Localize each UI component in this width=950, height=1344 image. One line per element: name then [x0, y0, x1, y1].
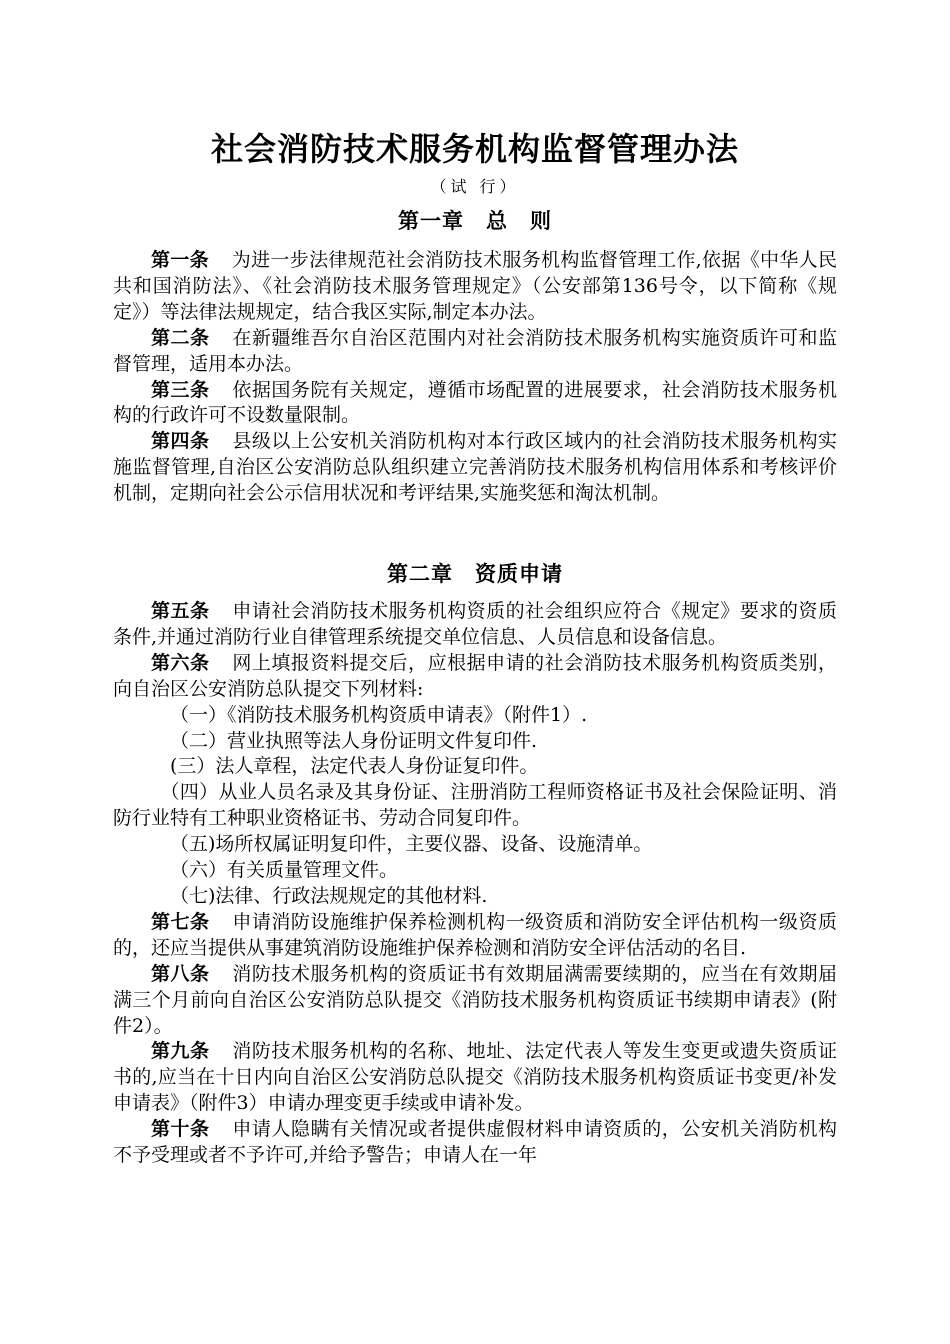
article-5 [113, 599, 837, 651]
article-text: 县级以上公安机关消防机构对本行政区域内的社会消防技术服务机构实施监督管理,自治区公安消防总队组织建立完善消防技术服务机构信用体系和考核评价机制，定期向社会公示信用状况和考评结果,实施奖惩和淘汰机制。 [113, 430, 837, 505]
article-9 [113, 1039, 837, 1117]
list-item: （二）营业执照等法人身份证明文件复印件. [170, 729, 538, 752]
article-label: 第四条 [151, 430, 210, 453]
chapter-2-body [113, 599, 837, 1169]
list-item: （一）《消防技术服务机构资质申请表》（附件1）. [170, 703, 588, 726]
list-item: （六）有关质量管理文件。 [170, 859, 399, 882]
article-text: 依据国务院有关规定，遵循市场配置的进展要求，社会消防技术服务机构的行政许可不设数量限制。 [113, 378, 837, 427]
article-text: 消防技术服务机构的资质证书有效期届满需要续期的，应当在有效期届满三个月前向自治区公安消防总队提交《消防技术服务机构资质证书续期申请表》(附件2）。 [113, 962, 837, 1037]
list-item: （四）从业人员名录及其身份证、注册消防工程师资格证书及社会保险证明、消防行业特有工种职业资格证书、劳动合同复印件。 [113, 781, 837, 830]
article-text: 申请消防设施维护保养检测机构一级资质和消防安全评估机构一级资质的，还应当提供从事建筑消防设施维护保养检测和消防安全评估活动的名目. [113, 910, 837, 959]
article-2 [113, 326, 837, 378]
article-3 [113, 378, 837, 430]
article-text: 在新疆维吾尔自治区范围内对社会消防技术服务机构实施资质许可和监督管理，适用本办法。 [113, 326, 837, 375]
document-title: 社会消防技术服务机构监督管理办法 [210, 130, 739, 168]
article-label: 第五条 [151, 600, 210, 622]
chapter-heading-2: 第二章 资质申请 [387, 562, 563, 586]
chapter-heading-1: 第一章 总 则 [398, 209, 552, 233]
article-label: 第八条 [151, 962, 210, 985]
article-8 [113, 962, 837, 1040]
article-label: 第一条 [151, 249, 209, 271]
list-item: （五)场所权属证明复印件，主要仪器、设备、设施清单。 [170, 833, 653, 856]
document-subtitle: （试 行） [430, 177, 520, 196]
article-text: 消防技术服务机构的名称、地址、法定代表人等发生变更或遗失资质证书的,应当在十日内向自治区公安消防总队提交《消防技术服务机构资质证书变更/补发申请表》（附件3）申请办理变更手续或申请补发。 [113, 1040, 837, 1115]
list-item: (三）法人章程，法定代表人身份证复印件。 [170, 755, 539, 778]
article-label: 第六条 [151, 651, 210, 674]
article-label: 第二条 [151, 326, 210, 349]
article-6 [113, 651, 837, 703]
list-item: （七)法律、行政法规规定的其他材料. [170, 884, 488, 907]
article-text: 申请人隐瞒有关情况或者提供虚假材料申请资质的，公安机关消防机构不予受理或者不予许可,并给予警告；申请人在一年 [113, 1118, 837, 1167]
article-label: 第九条 [151, 1040, 210, 1063]
article-label: 第七条 [151, 910, 210, 933]
article-text: 为进一步法律规范社会消防技术服务机构监督管理工作,依据《中华人民共和国消防法》、《社会消防技术服务管理规定》（公安部第136号令，以下简称《规定》）等法律法规规定，结合我区实际,制定本办法。 [113, 249, 837, 323]
chapter-1-body [113, 248, 837, 507]
article-4 [113, 429, 837, 507]
article-label: 第十条 [151, 1118, 210, 1141]
article-label: 第三条 [151, 378, 210, 401]
article-text: 网上填报资料提交后，应根据申请的社会消防技术服务机构资质类别，向自治区公安消防总队提交下列材料: [113, 651, 837, 700]
article-10 [113, 1117, 837, 1169]
article-1 [113, 248, 837, 326]
article-7 [113, 910, 837, 962]
article-text: 申请社会消防技术服务机构资质的社会组织应符合《规定》要求的资质条件,并通过消防行业自律管理系统提交单位信息、人员信息和设备信息。 [113, 600, 837, 648]
